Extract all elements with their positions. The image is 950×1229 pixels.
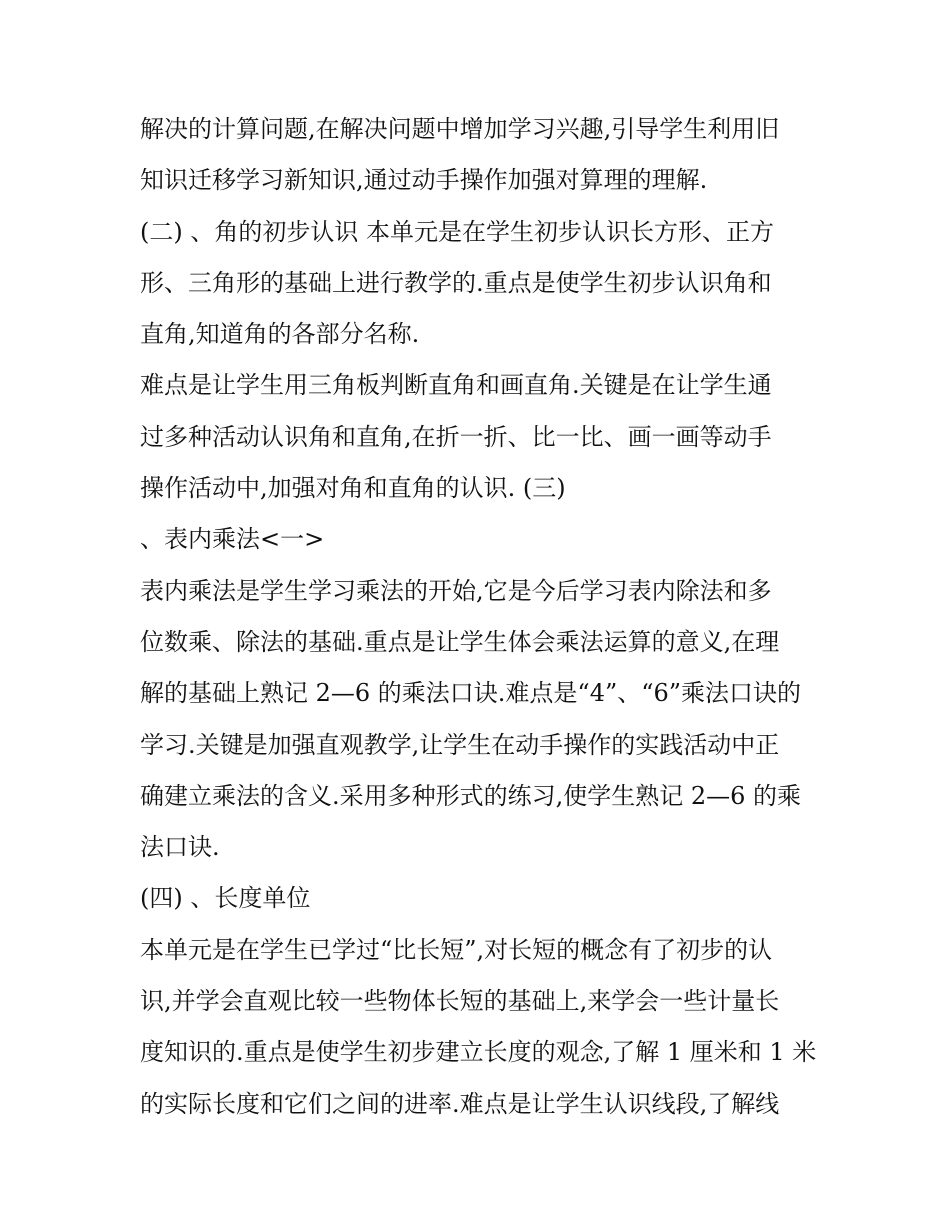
section-heading-line: 、表内乘法<一> bbox=[140, 525, 325, 554]
text-line: 本单元是在学生已学过“比长短”,对长短的概念有了初步的认 bbox=[140, 935, 773, 964]
text-line: 难点是让学生用三角板判断直角和画直角.关键是在让学生通 bbox=[140, 371, 772, 400]
body-text bbox=[140, 104, 830, 1130]
text-line: 解的基础上熟记 2—6 的乘法口诀.难点是“4”、“6”乘法口诀的 bbox=[140, 679, 802, 708]
text-line: 法口诀. bbox=[140, 833, 220, 862]
section-heading-line: (二) 、角的初步认识 本单元是在学生初步认识长方形、正方 bbox=[140, 217, 774, 246]
text-line: 直角,知道角的各部分名称. bbox=[140, 320, 420, 349]
text-line: 的实际长度和它们之间的进率.难点是让学生认识线段,了解线 bbox=[140, 1089, 780, 1118]
text-line: 过多种活动认识角和直角,在折一折、比一比、画一画等动手 bbox=[140, 422, 772, 451]
section-heading-line: (四) 、长度单位 bbox=[140, 884, 311, 913]
text-line: 形、三角形的基础上进行教学的.重点是使学生初步认识角和 bbox=[140, 268, 772, 297]
text-line: 解决的计算问题,在解决问题中增加学习兴趣,引导学生利用旧 bbox=[140, 115, 780, 143]
text-line: 表内乘法是学生学习乘法的开始,它是今后学习表内除法和多 bbox=[140, 576, 772, 605]
text-line: 确建立乘法的含义.采用多种形式的练习,使学生熟记 2—6 的乘 bbox=[140, 781, 802, 810]
text-line: 操作活动中,加强对角和直角的认识. (三) bbox=[140, 474, 566, 503]
text-line: 位数乘、除法的基础.重点是让学生体会乘法运算的意义,在理 bbox=[140, 627, 780, 656]
text-line: 度知识的.重点是使学生初步建立长度的观念,了解 1 厘米和 1 米 bbox=[140, 1038, 817, 1067]
text-line: 识,并学会直观比较一些物体长短的基础上,来学会一些计量长 bbox=[140, 987, 780, 1016]
text-line: 学习.关键是加强直观教学,让学生在动手操作的实践活动中正 bbox=[140, 730, 780, 759]
text-line: 知识迁移学习新知识,通过动手操作加强对算理的理解. bbox=[140, 166, 708, 195]
